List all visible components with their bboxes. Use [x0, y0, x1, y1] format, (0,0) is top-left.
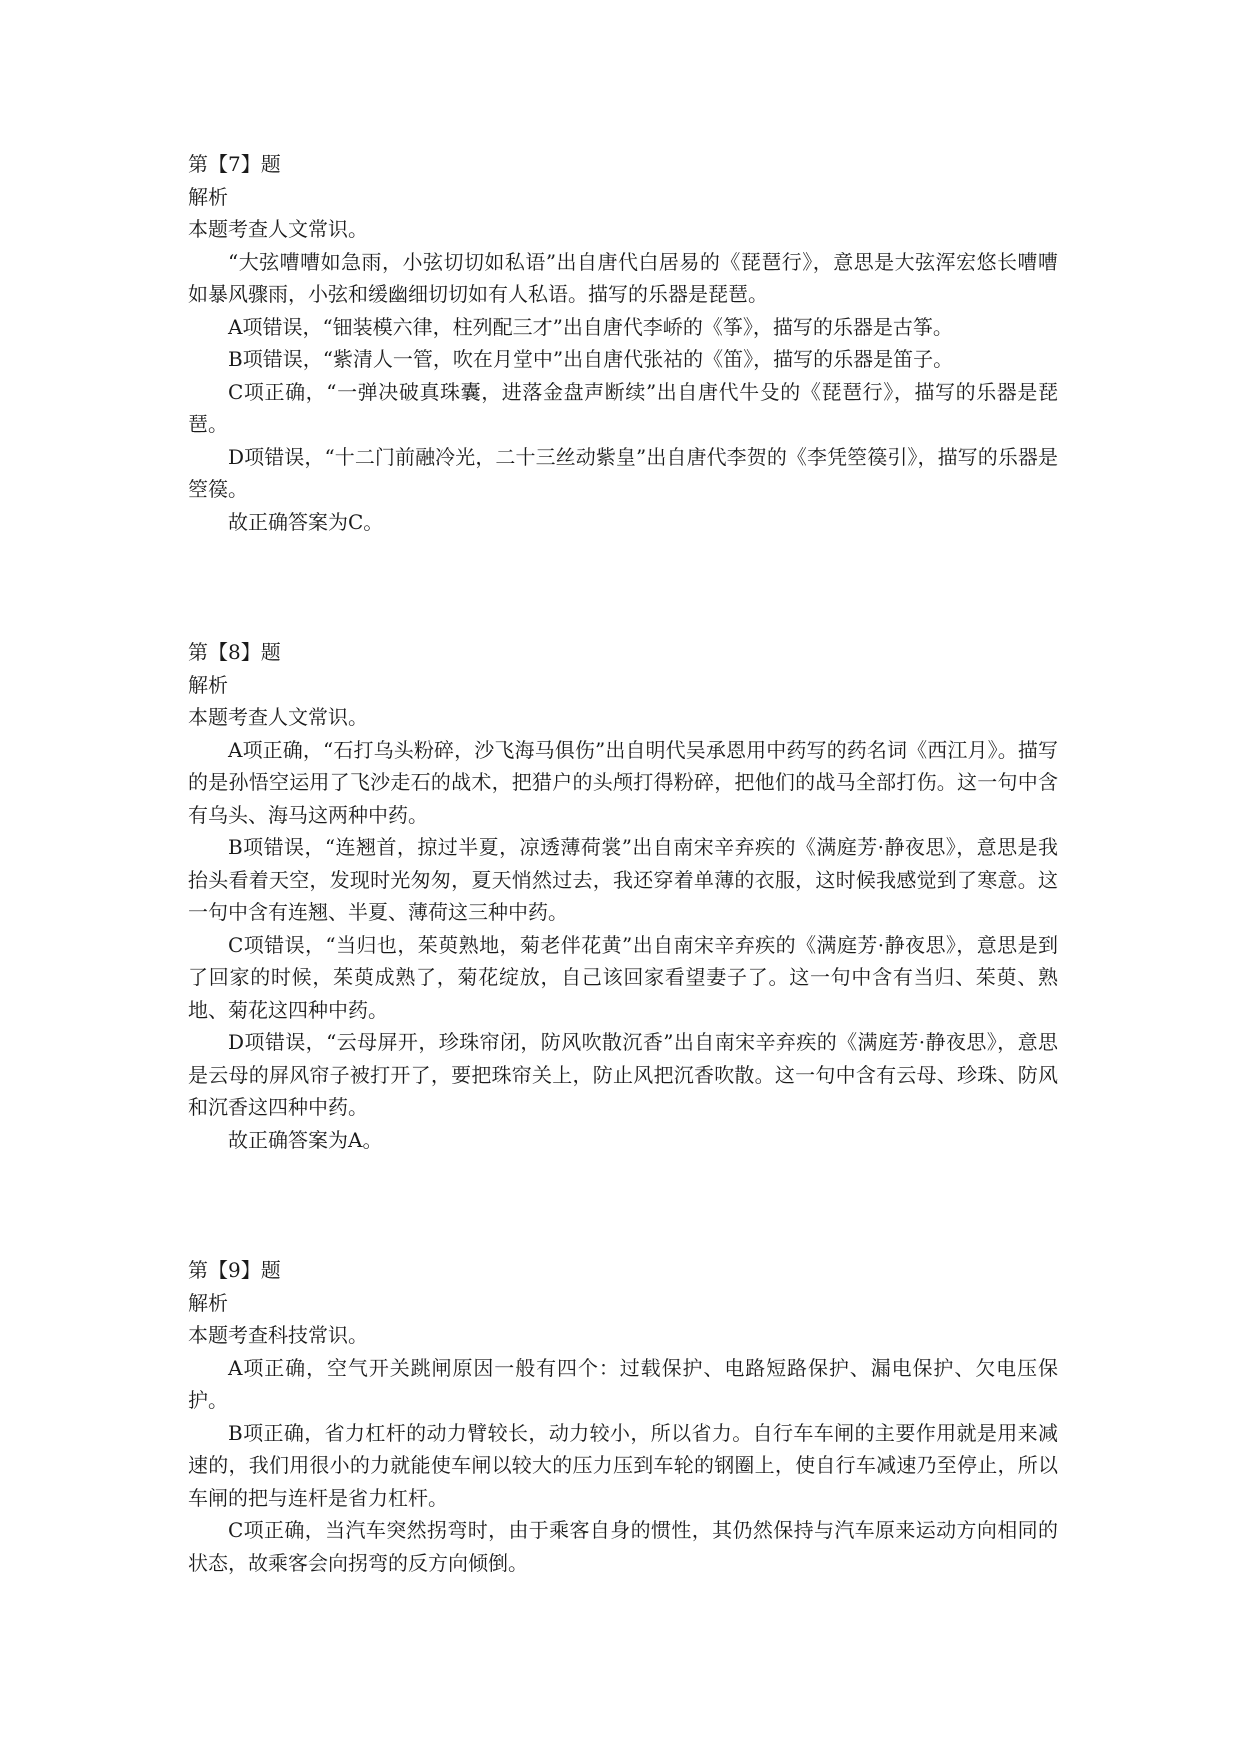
paragraph: B项错误，“连翘首，掠过半夏，凉透薄荷裳”出自南宋辛弃疾的《满庭芳·静夜思》，意思是我抬头看着天空，发现时光匆匆，夏天悄然过去，我还穿着单薄的衣服，这时候我感觉到了寒意。这一句中含有连翘、半夏、薄荷这三种中药。 [188, 835, 1058, 924]
paragraph: A项正确，空气开关跳闸原因一般有四个：过载保护、电路短路保护、漏电保护、欠电压保护。 [188, 1355, 1058, 1412]
question-title: 第【8】题 [188, 640, 281, 664]
answer-line: 故正确答案为C。 [228, 509, 384, 534]
question-title: 第【9】题 [188, 1258, 281, 1282]
paragraph: A项错误，“钿装模六律，柱列配三才”出自唐代李峤的《筝》，描写的乐器是古筝。 [228, 314, 953, 339]
answer-line: 故正确答案为A。 [228, 1127, 383, 1152]
paragraph: B项正确，省力杠杆的动力臂较长，动力较小，所以省力。自行车车闸的主要作用就是用来减速的，我们用很小的力就能使车闸以较大的压力压到车轮的钢圈上，使自行车减速乃至停止，所以车闸的把与连杆是省力杠杆。 [188, 1420, 1058, 1510]
paragraph: D项错误，“十二门前融冷光，二十三丝动紫皇”出自唐代李贺的《李凭箜篌引》，描写的乐器是箜篌。 [188, 444, 1058, 501]
topic-line: 本题考查人文常识。 [188, 705, 368, 729]
paragraph: C项错误，“当归也，茱萸熟地，菊老伴花黄”出自南宋辛弃疾的《满庭芳·静夜思》，意思是到了回家的时候，茱萸成熟了，菊花绽放，自己该回家看望妻子了。这一句中含有当归、茱萸、熟地、菊花这四种中药。 [188, 932, 1058, 1022]
analysis-label: 解析 [188, 1290, 228, 1315]
paragraph: D项错误，“云母屏开，珍珠帘闭，防风吹散沉香”出自南宋辛弃疾的《满庭芳·静夜思》，意思是云母的屏风帘子被打开了，要把珠帘关上，防止风把沉香吹散。这一句中含有云母、珍珠、防风和沉香这四种中药。 [188, 1030, 1058, 1119]
question-7-section [188, 148, 1058, 538]
question-9-section [188, 1254, 1058, 1579]
paragraph: C项正确，“一弹决破真珠囊，进落金盘声断续”出自唐代牛殳的《琵琶行》，描写的乐器是琵琶。 [188, 379, 1058, 436]
question-title: 第【7】题 [188, 152, 281, 176]
paragraph: “大弦嘈嘈如急雨，小弦切切如私语”出自唐代白居易的《琵琶行》，意思是大弦浑宏悠长嘈嘈如暴风骤雨，小弦和缓幽细切切如有人私语。描写的乐器是琵琶。 [188, 249, 1058, 306]
topic-line: 本题考查科技常识。 [188, 1323, 368, 1347]
paragraph: C项正确，当汽车突然拐弯时，由于乘客自身的惯性，其仍然保持与汽车原来运动方向相同的状态，故乘客会向拐弯的反方向倾倒。 [188, 1518, 1058, 1575]
paragraph: B项错误，“紫清人一管，吹在月堂中”出自唐代张祜的《笛》，描写的乐器是笛子。 [228, 347, 954, 371]
topic-line: 本题考查人文常识。 [188, 217, 368, 241]
paragraph: A项正确，“石打乌头粉碎，沙飞海马俱伤”出自明代吴承恩用中药写的药名词《西江月》。描写的是孙悟空运用了飞沙走石的战术，把猎户的头颅打得粉碎，把他们的战马全部打伤。这一句中含有乌头、海马这两种中药。 [188, 737, 1058, 827]
analysis-label: 解析 [188, 184, 228, 209]
question-8-section [188, 636, 1058, 1156]
analysis-label: 解析 [188, 672, 228, 697]
